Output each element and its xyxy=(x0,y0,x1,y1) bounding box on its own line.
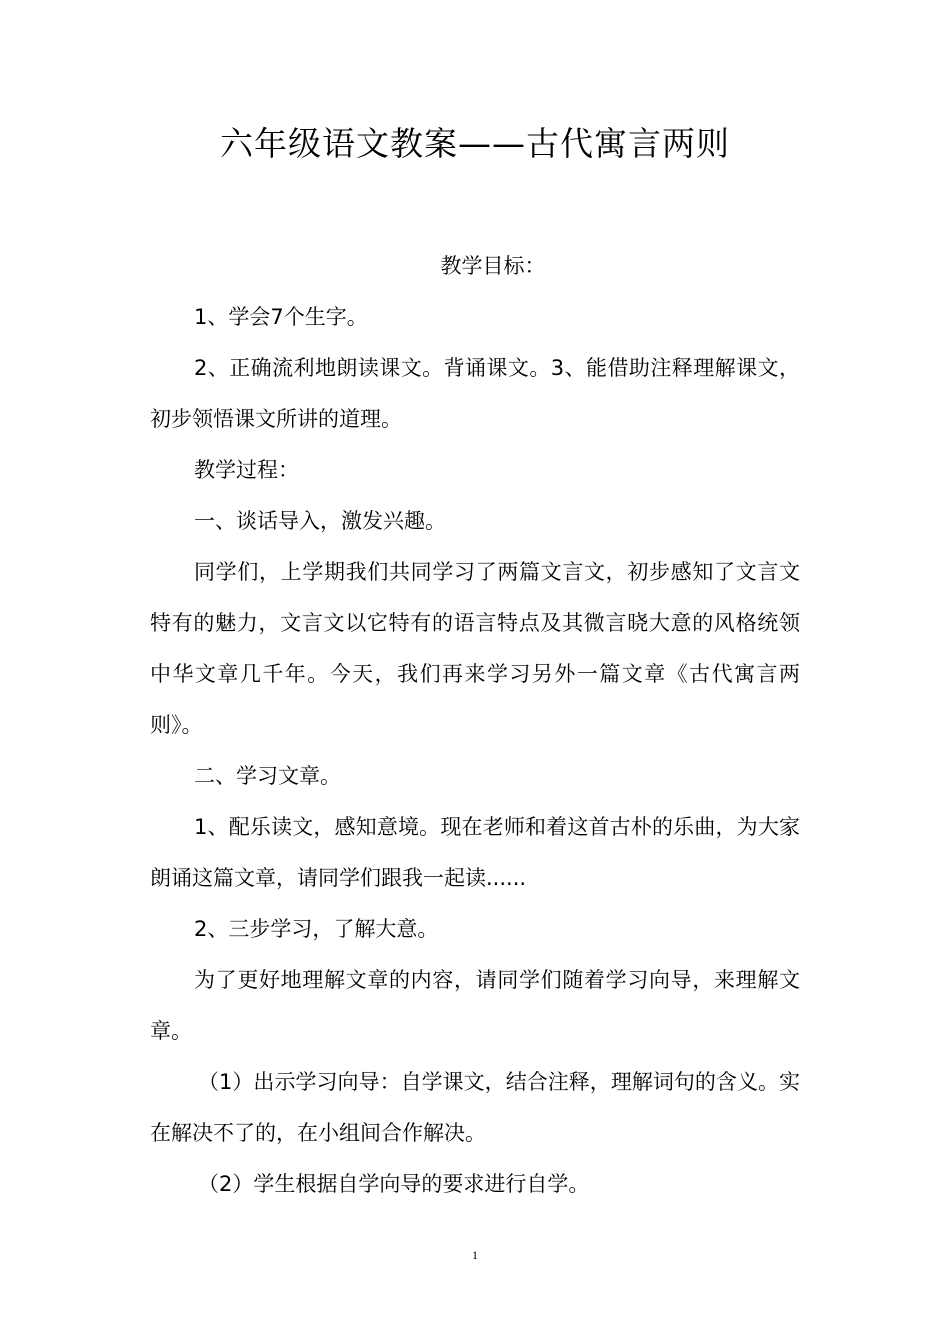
body-paragraph-three-steps: 2、三步学习，了解大意。 xyxy=(194,917,439,941)
page-number: 1 xyxy=(472,1248,478,1262)
objective-item-1: 1、学会7个生字。 xyxy=(194,305,368,329)
section-heading-objectives: 教学目标： xyxy=(440,254,546,278)
step-heading-intro: 一、谈话导入，激发兴趣。 xyxy=(194,509,446,533)
document-body xyxy=(150,241,800,1210)
body-paragraph-reading: 1、配乐读文，感知意境。现在老师和着这首古朴的乐曲，为大家朗诵这篇文章，请同学们跟我一起读...... xyxy=(150,815,800,890)
document-title: 六年级语文教案——古代寓言两则 xyxy=(220,124,730,163)
list-item-guide-1: （1）出示学习向导：自学课文，结合注释，理解词句的含义。实在解决不了的，在小组间合作解决。 xyxy=(150,1070,800,1145)
objective-item-2: 2、正确流利地朗读课文。背诵课文。3、能借助注释理解课文，初步领悟课文所讲的道理。 xyxy=(150,356,800,431)
step-heading-study: 二、学习文章。 xyxy=(194,764,341,788)
section-heading-process: 教学过程： xyxy=(194,458,299,482)
list-item-guide-2: （2）学生根据自学向导的要求进行自学。 xyxy=(198,1172,590,1196)
body-paragraph-guide: 为了更好地理解文章的内容，请同学们随着学习向导，来理解文章。 xyxy=(150,968,800,1043)
body-paragraph-intro: 同学们，上学期我们共同学习了两篇文言文，初步感知了文言文特有的魅力，文言文以它特有的语言特点及其微言晓大意的风格统领中华文章几千年。今天，我们再来学习另外一篇文章《古代寓言两则》。 xyxy=(150,560,800,737)
